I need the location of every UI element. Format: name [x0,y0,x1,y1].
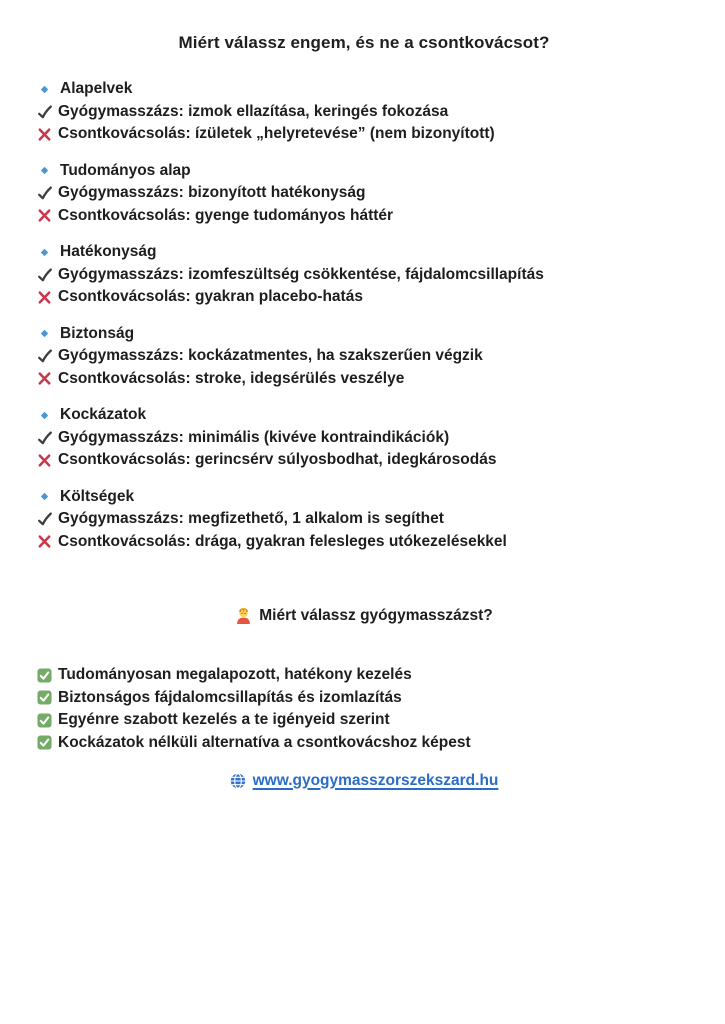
section-heading: Biztonság [60,324,135,342]
blue-diamond-icon [37,84,60,95]
subheading-text: Miért válassz gyógymasszázst? [259,606,493,624]
comparison-section [37,78,691,146]
benefit-text: Biztonságos fájdalomcsillapítás és izomlazítás [58,688,402,706]
massage-pro-text: Gyógymasszázs: bizonyított hatékonyság [58,184,366,202]
massage-pro-text: Gyógymasszázs: izomfeszültség csökkentése, fájdalomcsillapítás [58,265,544,283]
blue-diamond-icon [37,247,60,258]
cross-mark-icon [37,290,58,305]
comparison-section [37,241,691,309]
comparison-section [37,160,691,228]
section-heading: Hatékonyság [60,243,157,261]
bonesetting-con-text: Csontkovácsolás: gerincsérv súlyosbodhat, idegkárosodás [58,451,497,469]
blue-diamond-icon [37,410,60,421]
check-mark-icon [37,185,58,201]
green-check-box-icon [37,690,58,705]
globe-icon [230,773,247,789]
check-mark-icon [37,348,58,364]
massage-pro-text: Gyógymasszázs: minimális (kivéve kontraindikációk) [58,428,450,446]
bonesetting-con-line [37,531,691,554]
comparison-sections [37,78,691,553]
massage-pro-line [37,101,691,124]
massage-pro-text: Gyógymasszázs: megfizethető, 1 alkalom is segíthet [58,510,444,528]
check-mark-icon [37,104,58,120]
massage-pro-line [37,345,691,368]
comparison-section [37,404,691,472]
green-check-box-icon [37,668,58,683]
cross-mark-icon [37,371,58,386]
cross-mark-icon [37,534,58,549]
comparison-section [37,486,691,554]
bonesetting-con-line [37,286,691,309]
check-mark-icon [37,267,58,283]
massage-pro-line [37,427,691,450]
website-link-row [37,769,691,792]
massage-pro-line [37,508,691,531]
massage-pro-text: Gyógymasszázs: izmok ellazítása, keringés fokozása [58,102,449,120]
bonesetting-con-line [37,368,691,391]
blue-diamond-icon [37,328,60,339]
benefit-line [37,709,691,732]
section-heading-line [37,404,691,427]
benefits-list [37,664,691,754]
cross-mark-icon [37,453,58,468]
section-heading-line [37,241,691,264]
section-heading: Alapelvek [60,80,133,98]
bonesetting-con-text: Csontkovácsolás: drága, gyakran felesleges utókezelésekkel [58,532,507,550]
section-heading: Költségek [60,487,135,505]
bonesetting-con-text: Csontkovácsolás: stroke, idegsérülés veszélye [58,369,405,387]
comparison-section [37,323,691,391]
section-heading-line [37,486,691,509]
bonesetting-con-line [37,205,691,228]
bonesetting-con-line [37,123,691,146]
cross-mark-icon [37,208,58,223]
massage-pro-text: Gyógymasszázs: kockázatmentes, ha szakszerűen végzik [58,347,483,365]
page-title: Miért válassz engem, és ne a csontkovácsot? [178,33,550,52]
section-heading-line [37,323,691,346]
person-getting-massage-icon [235,606,253,625]
section-heading-line [37,160,691,183]
benefit-text: Tudományosan megalapozott, hatékony kezelés [58,666,412,684]
benefit-line [37,687,691,710]
green-check-box-icon [37,735,58,750]
massage-pro-line [37,264,691,287]
check-mark-icon [37,430,58,446]
bonesetting-con-text: Csontkovácsolás: gyenge tudományos háttér [58,206,394,224]
bonesetting-con-text: Csontkovácsolás: ízületek „helyretevése” (nem bizonyított) [58,125,495,143]
blue-diamond-icon [37,491,60,502]
benefit-line [37,664,691,687]
benefit-text: Egyénre szabott kezelés a te igényeid szerint [58,711,390,729]
green-check-box-icon [37,713,58,728]
bonesetting-con-line [37,449,691,472]
subheading [37,604,691,627]
section-heading: Kockázatok [60,406,147,424]
section-heading-line [37,78,691,101]
blue-diamond-icon [37,165,60,176]
check-mark-icon [37,511,58,527]
massage-pro-line [37,182,691,205]
section-heading: Tudományos alap [60,161,191,179]
cross-mark-icon [37,127,58,142]
benefit-line [37,732,691,755]
bonesetting-con-text: Csontkovácsolás: gyakran placebo-hatás [58,288,363,306]
website-link[interactable]: www.gyogymasszorszekszard.hu [252,771,499,789]
benefit-text: Kockázatok nélküli alternatíva a csontkovácshoz képest [58,733,471,751]
